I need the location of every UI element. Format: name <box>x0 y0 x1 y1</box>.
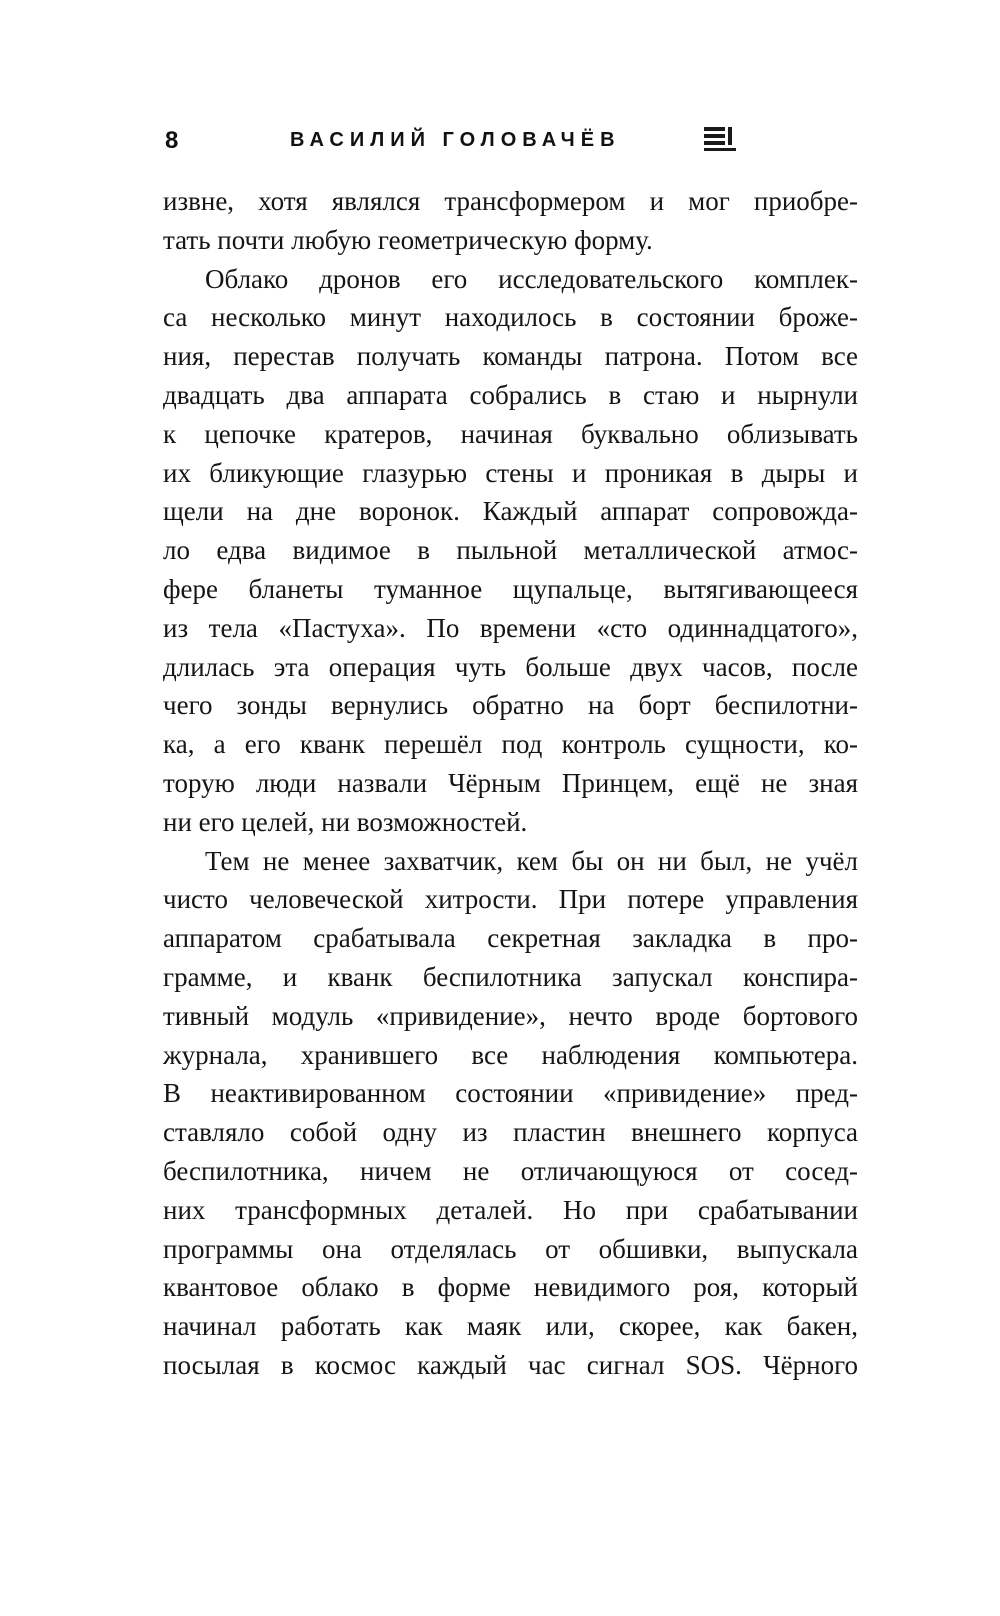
page-number: 8 <box>165 127 180 154</box>
text-line: грамме, и кванк беспилотника запускал конспира- <box>163 961 858 992</box>
paragraph <box>163 182 858 260</box>
text-line: квантовое облако в форме невидимого роя, который <box>163 1272 858 1303</box>
text-line: тать почти любую геометрическую форму. <box>163 224 653 255</box>
text-line: тивный модуль «привидение», нечто вроде бортового <box>163 1000 858 1031</box>
text-line: их бликующие глазурью стены и проникая в дыры и <box>163 457 858 488</box>
text-line: программы она отделялась от обшивки, выпускала <box>163 1233 858 1264</box>
text-line: них трансформных деталей. Но при срабатывании <box>163 1194 858 1225</box>
paragraph <box>163 842 858 1385</box>
text-line: щели на дне воронок. Каждый аппарат сопровожда- <box>163 496 858 527</box>
text-line: беспилотника, ничем не отличающуюся от сосед- <box>163 1155 858 1186</box>
text-line: длилась эта операция чуть больше двух часов, после <box>163 651 858 682</box>
text-line: ния, перестав получать команды патрона. Потом все <box>163 341 858 372</box>
text-line: посылая в космос каждый час сигнал SOS. Чёрного <box>163 1349 858 1380</box>
text-line: Облако дронов его исследовательского комплек- <box>205 263 858 294</box>
page-header <box>163 124 858 156</box>
text-line: аппаратом срабатывала секретная закладка в про- <box>163 923 858 954</box>
paragraph <box>163 260 858 842</box>
text-line: двадцать два аппарата собрались в стаю и нырнули <box>163 379 858 410</box>
text-line: са несколько минут находилось в состоянии броже- <box>163 302 858 333</box>
text-line: начинал работать как маяк или, скорее, как бакен, <box>163 1311 858 1342</box>
text-line: извне, хотя являлся трансформером и мог приобре- <box>163 186 858 216</box>
publisher-series-icon <box>704 127 736 151</box>
text-line: Тем не менее захватчик, кем бы он ни был, не учёл <box>205 845 858 876</box>
text-line: ставляло собой одну из пластин внешнего корпуса <box>163 1117 858 1148</box>
text-line: чего зонды вернулись обратно на борт беспилотни- <box>163 690 858 721</box>
text-line: торую люди назвали Чёрным Принцем, ещё не зная <box>163 767 858 798</box>
text-line: журнала, хранившего все наблюдения компьютера. <box>163 1039 858 1070</box>
text-line: ка, а его кванк перешёл под контроль сущности, ко- <box>163 729 858 760</box>
text-line: из тела «Пастуха». По времени «сто одиннадцатого», <box>163 612 858 643</box>
text-line: к цепочке кратеров, начиная буквально облизывать <box>163 418 858 449</box>
text-line: чисто человеческой хитрости. При потере управления <box>163 884 858 915</box>
text-line: В неактивированном состоянии «привидение» пред- <box>163 1078 858 1109</box>
running-title: ВАСИЛИЙ ГОЛОВАЧЁВ <box>290 129 621 151</box>
text-line: ло едва видимое в пыльной металлической атмос- <box>163 535 858 566</box>
text-line: фере бланеты туманное щупальце, вытягивающееся <box>163 573 858 604</box>
text-line: ни его целей, ни возможностей. <box>163 806 528 837</box>
body-text <box>163 182 858 1385</box>
